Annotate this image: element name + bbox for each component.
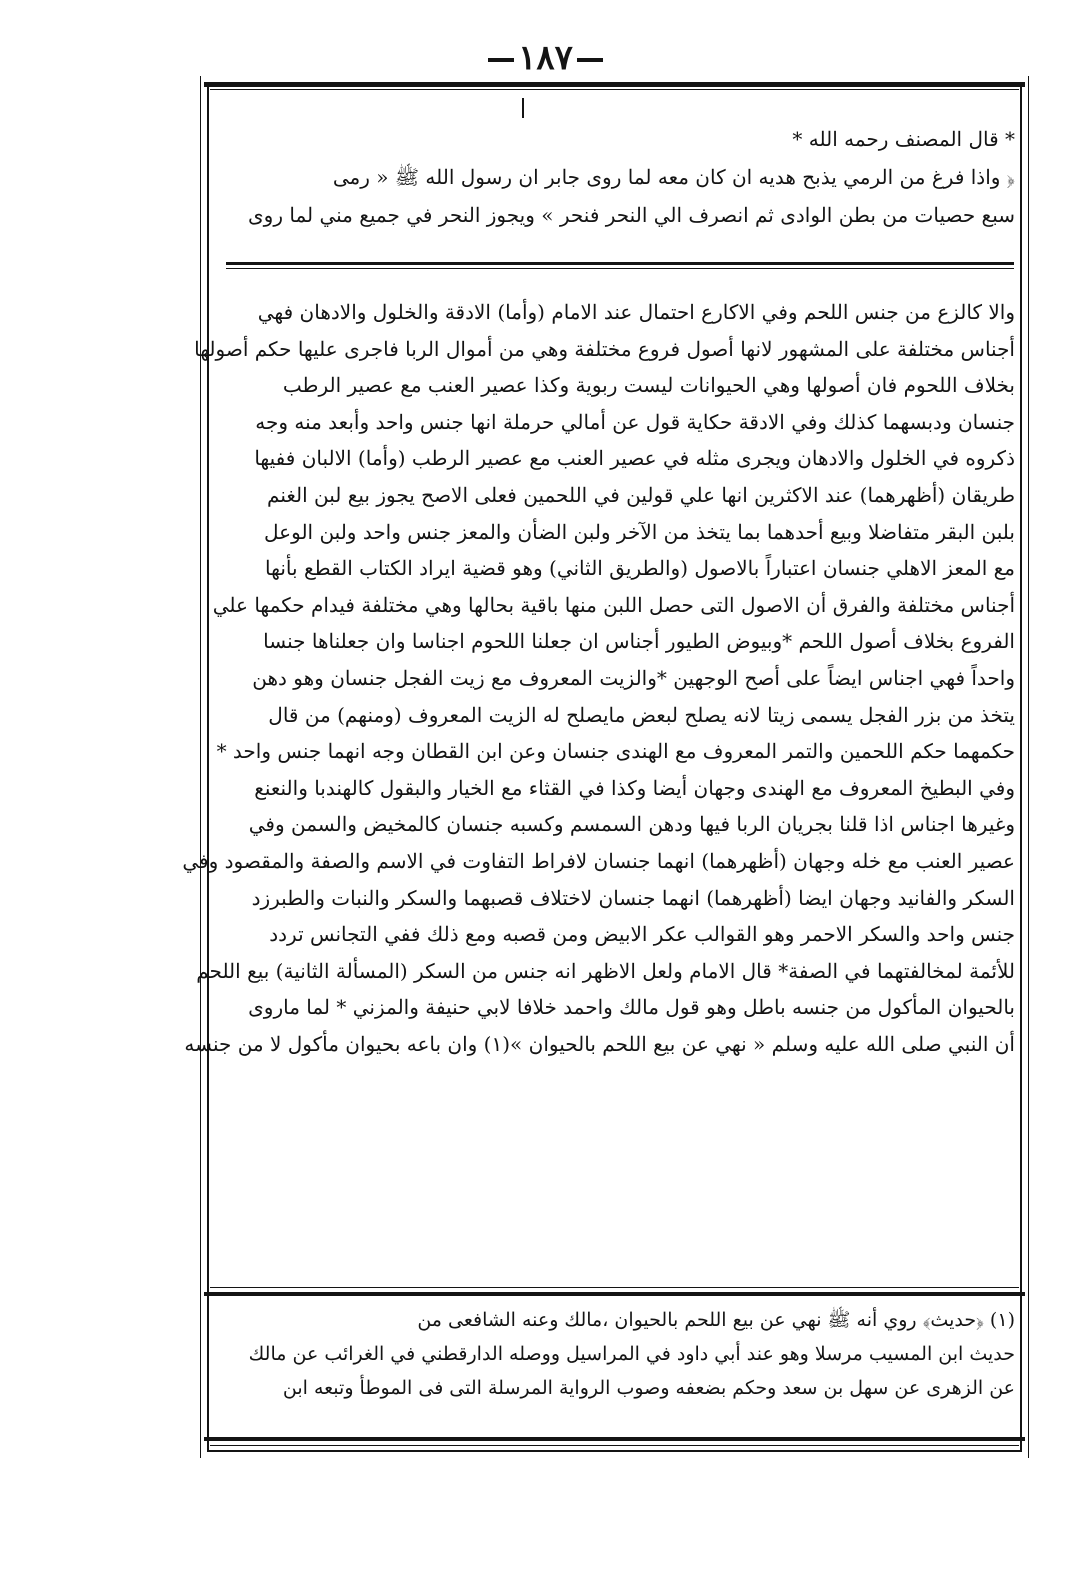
- footnote-line: (١) ﴿حديث﴾ روي أنه ﷺ نهي عن بيع اللحم بالحيوان ،مالك وعنه الشافعى من: [417, 1309, 1015, 1331]
- header-line: ﴿ واذا فرغ من الرمي يذبح هديه ان كان معه لما روى جابر ان رسول الله ﷺ « رمى: [332, 165, 1015, 189]
- page-number-value: ١٨٧: [518, 38, 573, 78]
- footnote-separator-thin: [210, 1287, 1019, 1288]
- header-separator: [226, 262, 1014, 265]
- footnote-line: عن الزهرى عن سهل بن سعد وحكم بضعفه وصوب الرواية المرسلة التى فى الموطأ وتبعه ابن: [282, 1377, 1015, 1399]
- body-line: يتخذ من بزر الفجل يسمى زيتا لانه يصلح لبعض مايصلح له الزيت المعروف (ومنهم) من قال: [268, 702, 1015, 727]
- top-rule: [204, 82, 1025, 87]
- body-line: عصير العنب مع خله وجهان (أظهرهما) انهما جنسان لافراط التفاوت في الاسم والصفة والمقصود وفي: [182, 848, 1015, 873]
- body-line: جنسان ودبسهما كذلك وفي الادقة حكاية قول عن أمالي حرملة انها جنس واحد وأبعد منه وجه: [255, 409, 1015, 434]
- page-number-dash-right: [577, 58, 603, 62]
- top-rule-thin: [210, 89, 1019, 90]
- body-line: الفروع بخلاف أصول اللحم *وبيوض الطيور أجناس ان جعلنا اللحوم اجناسا وان جعلناها جنسا: [263, 629, 1015, 654]
- body-line: ذكروه في الخلول والادهان ويجرى مثله في عصير العنب مع عصير الرطب (وأما) الالبان ففيها: [254, 446, 1015, 471]
- commentary-header: [225, 120, 1015, 234]
- header-separator-thin: [226, 268, 1014, 269]
- body-line: أن النبي صلى الله عليه وسلم « نهي عن بيع اللحم بالحيوان »(١) وان باعه بحيوان مأكول لا من جنسه: [184, 1031, 1015, 1056]
- body-line: بلبن البقر متفاضلا وبيع أحدهما بما يتخذ من الآخر ولبن الضأن والمعز جنس واحد ولبن الوعل: [264, 519, 1015, 544]
- footnote-separator: [204, 1292, 1025, 1296]
- bottom-rule: [204, 1437, 1025, 1441]
- page-number: [0, 38, 1091, 78]
- body-line: للأئمة لمخالفتهما في الصفة* قال الامام ولعل الاظهر انه جنس من السكر (المسألة الثانية) بيع اللحم: [196, 958, 1015, 983]
- page-number-dash-left: [488, 58, 514, 62]
- body-line: بالحيوان المأكول من جنسه باطل وهو قول مالك واحمد خلافا لابي حنيفة والمزني * لما ماروى: [248, 995, 1015, 1020]
- body-line: وغيرها اجناس اذا قلنا بجريان الربا فيها ودهن السمسم وكسبه جنسان كالمخيض والسمن وفي: [248, 812, 1015, 837]
- body-line: أجناس مختلفة على المشهور لانها أصول فروع مختلفة وهي من أموال الربا فاجرى عليها حكم أصولها: [194, 336, 1015, 361]
- body-line: جنس واحد والسكر الاحمر وهو القوالب عكر الابيض ومن قصبه ومع ذلك ففي التجانس تردد: [269, 922, 1015, 947]
- body-line: بخلاف اللحوم فان أصولها وهي الحيوانات ليست ربوية وكذا عصير العنب مع عصير الرطب: [282, 373, 1015, 398]
- bottom-rule-thin: [210, 1445, 1019, 1446]
- body-line: والا كالزع من جنس اللحم وفي الاكارع احتمال عند الامام (وأما) الادقة والخلول والادهان فهي: [257, 300, 1015, 324]
- header-line: سبع حصيات من بطن الوادى ثم انصرف الي النحر فنحر » ويجوز النحر في جميع مني لما روى: [248, 203, 1015, 227]
- footnote-line: حديث ابن المسيب مرسلا وهو عند أبي داود في المراسيل ووصله الدارقطني في الغرائب عن مالك: [248, 1343, 1015, 1365]
- main-text: [182, 294, 1015, 1062]
- body-line: مع المعز الاهلي جنسان اعتباراً بالاصول (والطريق الثاني) وهو قضية ايراد الكتاب القطع بأنها: [265, 556, 1015, 581]
- body-line: حكمهما حكم اللحمين والتمر المعروف مع الهندى جنسان وعن ابن القطان وجه انهما جنس واحد *: [216, 739, 1015, 764]
- header-line: * قال المصنف رحمه الله *: [792, 127, 1015, 151]
- body-line: واحداً فهي اجناس ايضاً على أصح الوجهين *والزيت المعروف مع زيت الفجل جنسان وهو دهن: [252, 665, 1015, 690]
- body-line: أجناس مختلفة والفرق أن الاصول التى حصل اللبن منها باقية بحالها وهي مختلفة فيدام حكمها علي: [212, 592, 1015, 617]
- marginal-mark: [522, 98, 524, 118]
- body-line: وفي البطيخ المعروف مع الهندى وجهان أيضا وكذا في القثاء مع الخيار والبقول كالهندبا والنعنع: [254, 775, 1015, 800]
- footnote: [225, 1303, 1015, 1405]
- body-line: السكر والفانيد وجهان ايضا (أظهرهما) انهما جنسان لاختلاف قصبهما والسكر والنبات والطبرزد: [251, 885, 1015, 910]
- body-line: طريقان (أظهرهما) عند الاكثرين انها علي قولين في اللحمين فعلى الاصح يجوز بيع لبن الغنم: [267, 482, 1015, 507]
